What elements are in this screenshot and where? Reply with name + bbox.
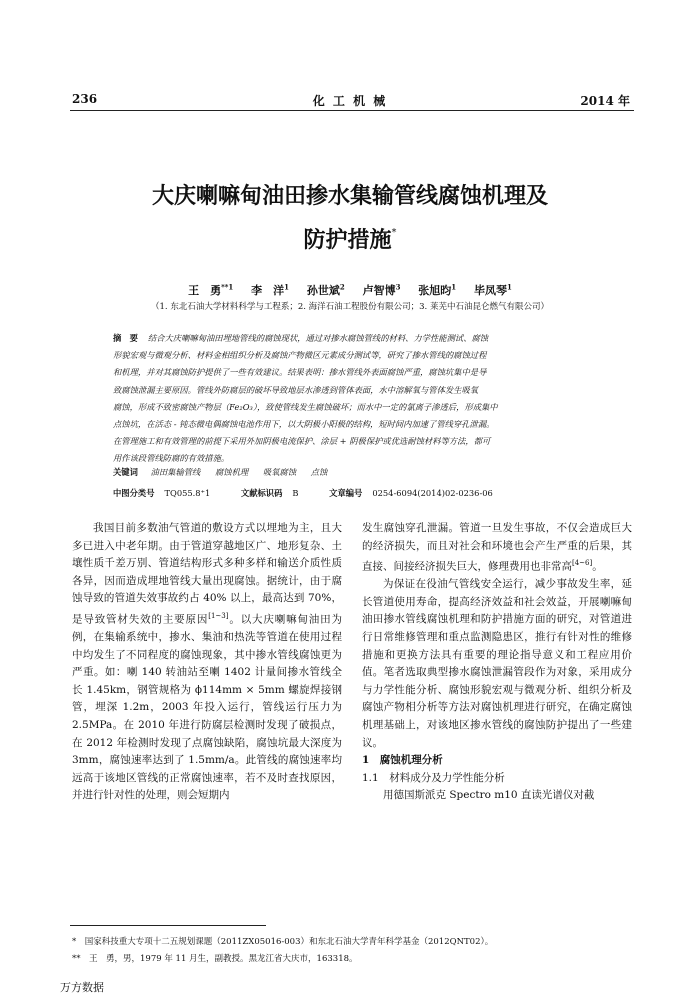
author: 张旭昀$^1$ [418,282,457,297]
keyword: 油田集输管线 [150,467,201,477]
watermark-logo: 万方数据 [60,981,104,994]
journal-name: 化 工 机 械 [312,94,388,108]
author: 李 洋$^1$ [251,282,290,297]
author-list [80,282,620,298]
keywords-label: 关键词 [113,467,138,477]
abstract: 摘 要 结合大庆喇嘛甸油田埋地管线的腐蚀现状，通过对掺水腐蚀管线的材料、力学性能测试、腐蚀 形貌宏观与微观分析、材料金相组织分析及腐蚀产物微区元素成分测试等，研究了掺水管线的腐蚀过程 和机理，并对其腐蚀防护提供了一些有效建议。结果表明：掺水管线外表面腐蚀严重，腐蚀坑集中是导 致腐蚀泄漏主要原因。管线外防腐层的破坏导致地层水渗透到管体表面，水中溶解氧与管体发生吸氧 腐蚀，形成不致密腐蚀产物层（Fe₂O₃），致使管线发生腐蚀破坏；而水中一定的氯离子渗透后，形成集中 点蚀坑，在活态 - 钝态微电偶腐蚀电池作用下，以大阴极小阳极的结构，短时间内加速了管线穿孔泄漏。 在管理施工和有效管理的前提下采用外加阴极电流保护、涂层 + 阴极保护或优选耐蚀材料等方法，都可 用作该段管线防腐的有效措施。 [113,333,498,464]
body-paragraph: 为保证在役油气管线安全运行，减少事故发生率，延长管道使用寿命，提高经济效益和社会效益，开展喇嘛甸油田掺水管线腐蚀机理和防护措施方面的研究，对管道进行日常维修管理和重点监测隐患区，推行有针对性的维修措施和更换方法具有重要的理论指导意义和工程应用价值。笔者选取典型掺水腐蚀泄漏管段作为对象，采用成分与力学性能分析、腐蚀形貌宏观与微观分析、组织分析及腐蚀产物相分析等方法对腐蚀机理进行研究，在确定腐蚀机理基础上，对该地区掺水管线的腐蚀防护提出了一些建议。 [362,578,632,749]
clc-number: TQ055.8⁺1 [164,488,211,498]
journal-year: 2014 年 [580,94,630,108]
author: 王 勇$^{**1}$ [188,282,234,297]
footnote-rule [70,925,266,926]
doc-code: B [292,488,299,498]
body-paragraph: 我国目前多数油气管道的敷设方式以埋地为主，且大多已进入中老年期。由于管道穿越地区广、地形复杂、土壤性质千差万别、管道结构形式多种多样和输送介质性质各异，因而造成埋地管线大量出现腐蚀。据统计，由于腐蚀导致的管道失效事故约占 40% 以上，最高达到 70%，是导致管材失效的主要原因[1~3]。以大庆喇嘛甸油田为例，在集输系统中，掺水、集油和热洗等管道在使用过程中均发生了不同程度的腐蚀现象，其中掺水管线腐蚀更为严重。如：喇 140 转油站至喇 1402 计量间掺水管线全长 1.45km，钢管规格为 ϕ114mm × 5mm 螺旋焊接钢管，埋深 1.2m，2003 年投入运行，管线运行压力为 2.5MPa。在 2010 年进行防腐层检测时发现了破损点，在 2012 年检测时发现了点腐蚀缺陷，腐蚀坑最大深度为 3mm，腐蚀速率达到了 1.5mm/a。此管线的腐蚀速率均远高于该地区管线的正常腐蚀速率，若不及时查找原因，并进行针对性的处理，则会短期内 [72,522,343,802]
page-number: 236 [72,92,98,106]
classification-line: 中图分类号 TQ055.8⁺1 文献标识码 B 文章编号 0254-6094(2014)02-0236-06 [113,488,493,498]
author: 孙世斌$^2$ [306,282,345,297]
paper-title-line2 [80,214,620,260]
header-rule [70,110,634,111]
abstract-label: 摘 要 [113,333,138,343]
footnote-author: ** 王 勇，男，1979 年 11 月生，副教授。黑龙江省大庆市，163318。 [72,954,358,964]
keywords [113,466,591,478]
subsection-heading: 1.1 材料成分及力学性能分析 [362,771,505,784]
right-column [362,520,632,805]
keyword: 吸氧腐蚀 [262,467,297,477]
keyword: 点蚀 [310,467,328,477]
keyword: 腐蚀机理 [214,467,249,477]
author: 毕凤琴$^1$ [474,282,512,297]
paper-title-line1: 大庆喇嘛甸油田掺水集输管线腐蚀机理及 [151,184,548,209]
body-paragraph: 发生腐蚀穿孔泄漏。管道一旦发生事故，不仅会造成巨大的经济损失，而且对社会和环境也会产生严重的后果，其直接、间接经济损失巨大，修理费用也非常高[4~6]。 [362,522,632,573]
author: 卢智博$^3$ [362,282,401,297]
title-text: 防护措施 [303,228,392,253]
body-paragraph: 用德国斯派克 Spectro m10 直读光谱仪对截 [383,789,595,802]
left-column [72,520,342,805]
article-number: 0254-6094(2014)02-0236-06 [372,488,493,498]
title-footnote-mark: * [391,227,397,238]
section-heading: 1 腐蚀机理分析 [362,754,443,767]
footnote-funding: * 国家科技重大专项十二五规划课题（2011ZX05016-003）和东北石油大学青年科学基金（2012QNT02）。 [72,937,494,947]
affiliations: （1. 东北石油大学材料科学与工程系；2. 海洋石油工程股份有限公司；3. 莱芜中石油昆仑燃气有限公司） [151,302,549,312]
